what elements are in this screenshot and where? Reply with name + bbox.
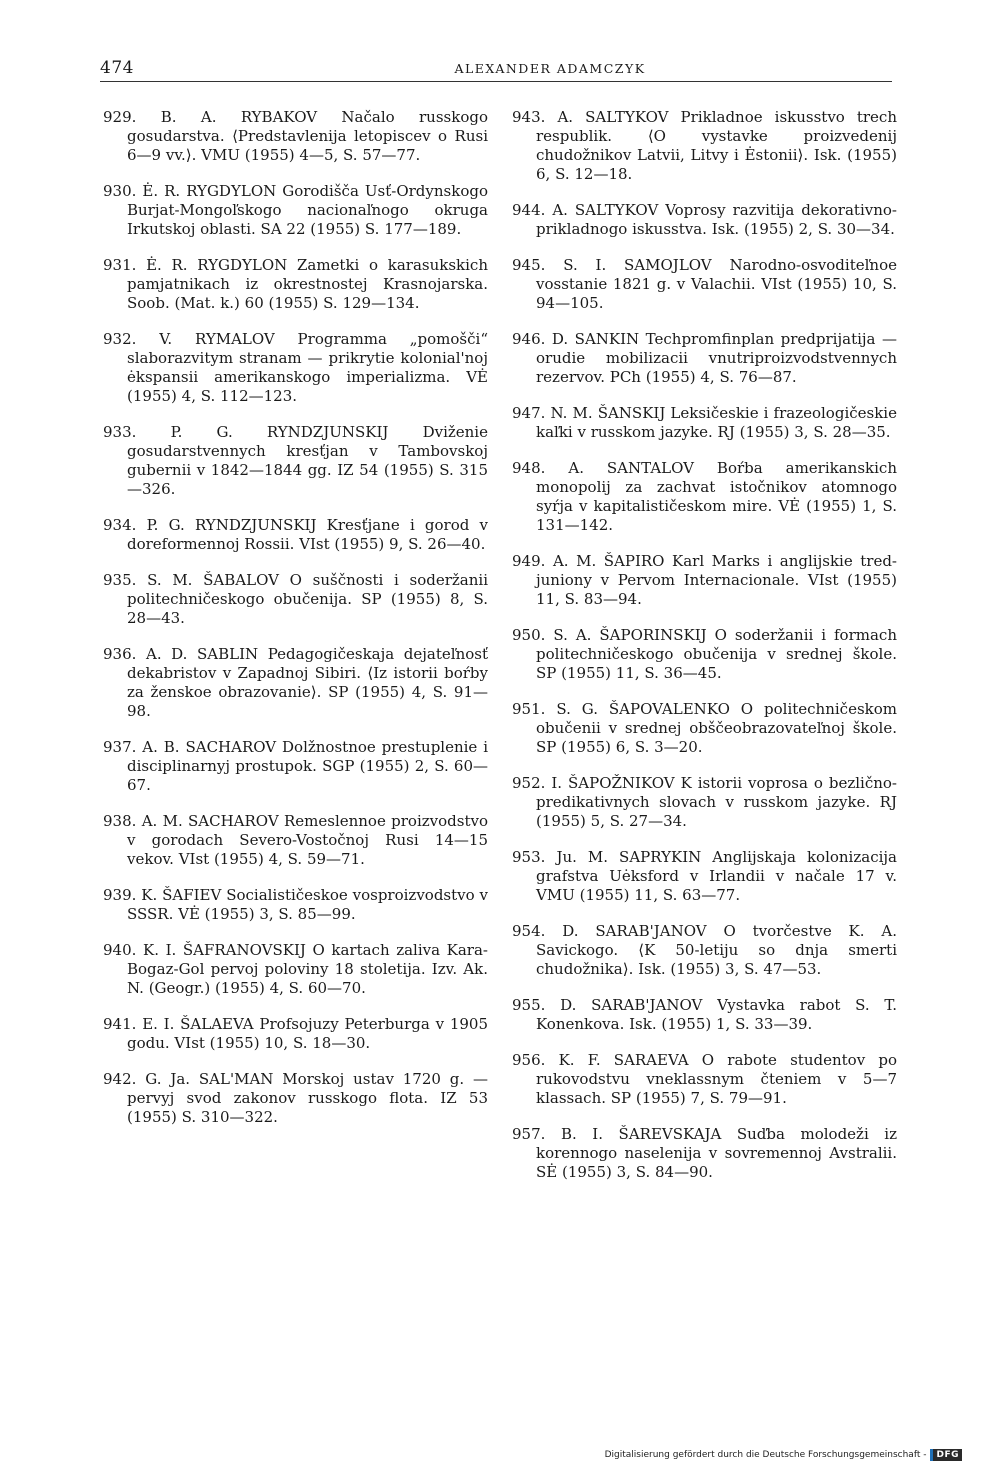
entry-number: 941.: [103, 1015, 137, 1033]
bibliography-entry: [512, 626, 897, 683]
bibliography-entry: [512, 404, 897, 442]
bibliography-entry: [512, 774, 897, 831]
entry-text: Ė. R. RYGDYLON Zametki o karasukskich pamjatnikach iz okrestnostej Krasnojarska. Soob. (Mat. k.) 60 (1955) S. 129—134.: [127, 256, 488, 312]
bibliography-entry: [103, 108, 488, 165]
dfg-logo: DFG: [930, 1449, 962, 1461]
entry-number: 955.: [512, 996, 546, 1014]
entry-number: 953.: [512, 848, 546, 866]
entry-number: 948.: [512, 459, 546, 477]
entry-number: 952.: [512, 774, 546, 792]
entry-text: A. SALTYKOV Prikladnoe iskusstvo trech respublik. ⟨O vystavke proizvedenij chudožnikov Latvii, Litvy i Ėstonii⟩. Isk. (1955) 6, S. 12—18.: [536, 108, 897, 183]
header-rule: [100, 81, 892, 82]
bibliography-entry: [103, 516, 488, 554]
entry-text: S. G. ŠAPOVALENKO O politechničeskom obučenii v srednej obščeobrazovateľnoj škole. SP (1955) 6, S. 3—20.: [536, 700, 897, 756]
entry-number: 949.: [512, 552, 546, 570]
entry-number: 951.: [512, 700, 546, 718]
bibliography-entry: [103, 886, 488, 924]
entry-text: A. M. ŠAPIRO Karl Marks i anglijskie tred-juniony v Pervom Internacionale. VIst (1955) 11, S. 83—94.: [536, 552, 897, 608]
entry-text: A. SANTALOV Boŕba amerikanskich monopolij za zachvat istočnikov atomnogo syŕja v kapitalističeskom mire. VĖ (1955) 1, S. 131—142.: [536, 459, 897, 534]
bibliography-entry: [103, 738, 488, 795]
entry-text: B. A. RYBAKOV Načalo russkogo gosudarstva. ⟨Predstavlenija letopiscev o Rusi 6—9 vv.⟩. VMU (1955) 4—5, S. 57—77.: [127, 108, 488, 164]
entry-text: I. ŠAPOŽNIKOV K istorii voprosa o bezlično-predikativnych slovach v russkom jazyke. RJ (1955) 5, S. 27—34.: [536, 774, 897, 830]
entry-number: 939.: [103, 886, 137, 904]
entry-number: 950.: [512, 626, 546, 644]
entry-text: D. SARAB'JANOV Vystavka rabot S. T. Konenkova. Isk. (1955) 1, S. 33—39.: [536, 996, 897, 1033]
entry-number: 945.: [512, 256, 546, 274]
entry-number: 938.: [103, 812, 137, 830]
entry-text: K. ŠAFIEV Socialističeskoe vosproizvodstvo v SSSR. VĖ (1955) 3, S. 85—99.: [127, 886, 488, 923]
entry-text: K. F. SARAEVA O rabote studentov po rukovodstvu vneklassnym čteniem v 5—7 klassach. SP (1955) 7, S. 79—91.: [536, 1051, 897, 1107]
bibliography-entry: [103, 256, 488, 313]
bibliography-entry: [103, 1070, 488, 1127]
entry-text: B. I. ŠAREVSKAJA Suďba molodeži iz korennogo naselenija v sovremennoj Avstralii. SĖ (1955) 3, S. 84—90.: [536, 1125, 897, 1181]
entry-number: 936.: [103, 645, 137, 663]
bibliography-entry: [512, 848, 897, 905]
entry-number: 956.: [512, 1051, 546, 1069]
entry-number: 937.: [103, 738, 137, 756]
entry-text: A. D. SABLIN Pedagogičeskaja dejateľnosť dekabristov v Zapadnoj Sibiri. ⟨Iz istorii boŕby za ženskoe obrazovanie⟩. SP (1955) 4, S. 91—98.: [127, 645, 488, 720]
entry-number: 954.: [512, 922, 546, 940]
entry-text: S. I. SAMOJLOV Narodno-osvoditeľnoe vosstanie 1821 g. v Valachii. VIst (1955) 10, S. 94—105.: [536, 256, 897, 312]
entry-number: 933.: [103, 423, 137, 441]
bibliography-entry: [103, 423, 488, 499]
bibliography-entry: [512, 459, 897, 535]
bibliography-entry: [103, 812, 488, 869]
right-column: [512, 108, 897, 1199]
digitization-footer: [605, 1446, 962, 1464]
left-column: [103, 108, 488, 1144]
entry-number: 932.: [103, 330, 137, 348]
bibliography-entry: [512, 108, 897, 184]
bibliography-entry: [512, 330, 897, 387]
bibliography-entry: [103, 1015, 488, 1053]
bibliography-entry: [512, 922, 897, 979]
entry-number: 935.: [103, 571, 137, 589]
entry-text: A. SALTYKOV Voprosy razvitija dekorativno-prikladnogo iskusstva. Isk. (1955) 2, S. 30—34.: [536, 201, 897, 238]
entry-number: 942.: [103, 1070, 137, 1088]
entry-number: 931.: [103, 256, 137, 274]
running-head: ALEXANDER ADAMCZYK: [454, 61, 646, 76]
bibliography-entry: [512, 700, 897, 757]
footer-text: Digitalisierung gefördert durch die Deutsche Forschungsgemeinschaft -: [604, 1450, 927, 1460]
entry-text: K. I. ŠAFRANOVSKIJ O kartach zaliva Kara-Bogaz-Gol pervoj poloviny 18 stoletija. Izv. Ak. N. (Geogr.) (1955) 4, S. 60—70.: [127, 941, 488, 997]
entry-text: Ju. M. SAPRYKIN Anglijskaja kolonizacija grafstva Uėksford v Irlandii v načale 17 v. VMU (1955) 11, S. 63—77.: [536, 848, 897, 904]
entry-number: 946.: [512, 330, 546, 348]
bibliography-entry: [512, 1125, 897, 1182]
entry-text: D. SANKIN Techpromfinplan predprijatija — orudie mobilizacii vnutriproizvodstvennych rezervov. PCh (1955) 4, S. 76—87.: [536, 330, 897, 386]
entry-number: 940.: [103, 941, 137, 959]
bibliography-entry: [512, 552, 897, 609]
entry-number: 944.: [512, 201, 546, 219]
entry-text: V. RYMALOV Programma „pomošči“ slaborazvitym stranam — prikrytie kolonial'noj ėkspansii amerikanskogo imperializma. VĖ (1955) 4, S. 112—123.: [127, 330, 488, 405]
bibliography-entry: [103, 941, 488, 998]
entry-number: 957.: [512, 1125, 546, 1143]
entry-text: N. M. ŠANSKIJ Leksičeskie i frazeologičeskie kaľki v russkom jazyke. RJ (1955) 3, S. 28—35.: [536, 404, 897, 441]
entry-text: S. A. ŠAPORINSKIJ O soderžanii i formach politechničeskogo obučenija v srednej škole. SP (1955) 11, S. 36—45.: [536, 626, 897, 682]
entry-text: Ė. R. RYGDYLON Gorodišča Usť-Ordynskogo Burjat-Mongoľskogo nacionaľnogo okruga Irkutskoj oblasti. SA 22 (1955) S. 177—189.: [127, 182, 488, 238]
bibliography-entry: [512, 256, 897, 313]
entry-number: 930.: [103, 182, 137, 200]
entry-text: E. I. ŠALAEVA Profsojuzy Peterburga v 1905 godu. VIst (1955) 10, S. 18—30.: [127, 1015, 488, 1052]
bibliography-entry: [512, 201, 897, 239]
entry-number: 943.: [512, 108, 546, 126]
entry-number: 934.: [103, 516, 137, 534]
entry-text: D. SARAB'JANOV O tvorčestve K. A. Savickogo. ⟨K 50-letiju so dnja smerti chudožnika⟩. Isk. (1955) 3, S. 47—53.: [536, 922, 897, 978]
entry-text: P. G. RYNDZJUNSKIJ Dviženie gosudarstvennych kresťjan v Tambovskoj gubernii v 1842—1844 gg. IZ 54 (1955) S. 315—326.: [127, 423, 488, 498]
entry-number: 929.: [103, 108, 137, 126]
page-header: [100, 58, 892, 82]
entry-text: G. Ja. SAL'MAN Morskoj ustav 1720 g. — pervyj svod zakonov russkogo flota. IZ 53 (1955) S. 310—322.: [127, 1070, 489, 1126]
bibliography-entry: [103, 330, 488, 406]
entry-number: 947.: [512, 404, 546, 422]
bibliography-entry: [512, 1051, 897, 1108]
entry-text: A. M. SACHAROV Remeslennoe proizvodstvo v gorodach Severo-Vostočnoj Rusi 14—15 vekov. VIst (1955) 4, S. 59—71.: [127, 812, 488, 868]
bibliography-entry: [103, 645, 488, 721]
bibliography-entry: [103, 571, 488, 628]
bibliography-entry: [103, 182, 488, 239]
entry-text: A. B. SACHAROV Dolžnostnoe prestuplenie i disciplinarnyj prostupok. SGP (1955) 2, S. 60—67.: [127, 738, 488, 794]
entry-text: P. G. RYNDZJUNSKIJ Kresťjane i gorod v doreformennoj Rossii. VIst (1955) 9, S. 26—40.: [127, 516, 488, 553]
entry-text: S. M. ŠABALOV O suščnosti i soderžanii politechničeskogo obučenija. SP (1955) 8, S. 28—43.: [127, 571, 488, 627]
bibliography-entry: [512, 996, 897, 1034]
page-number: 474: [100, 58, 134, 78]
